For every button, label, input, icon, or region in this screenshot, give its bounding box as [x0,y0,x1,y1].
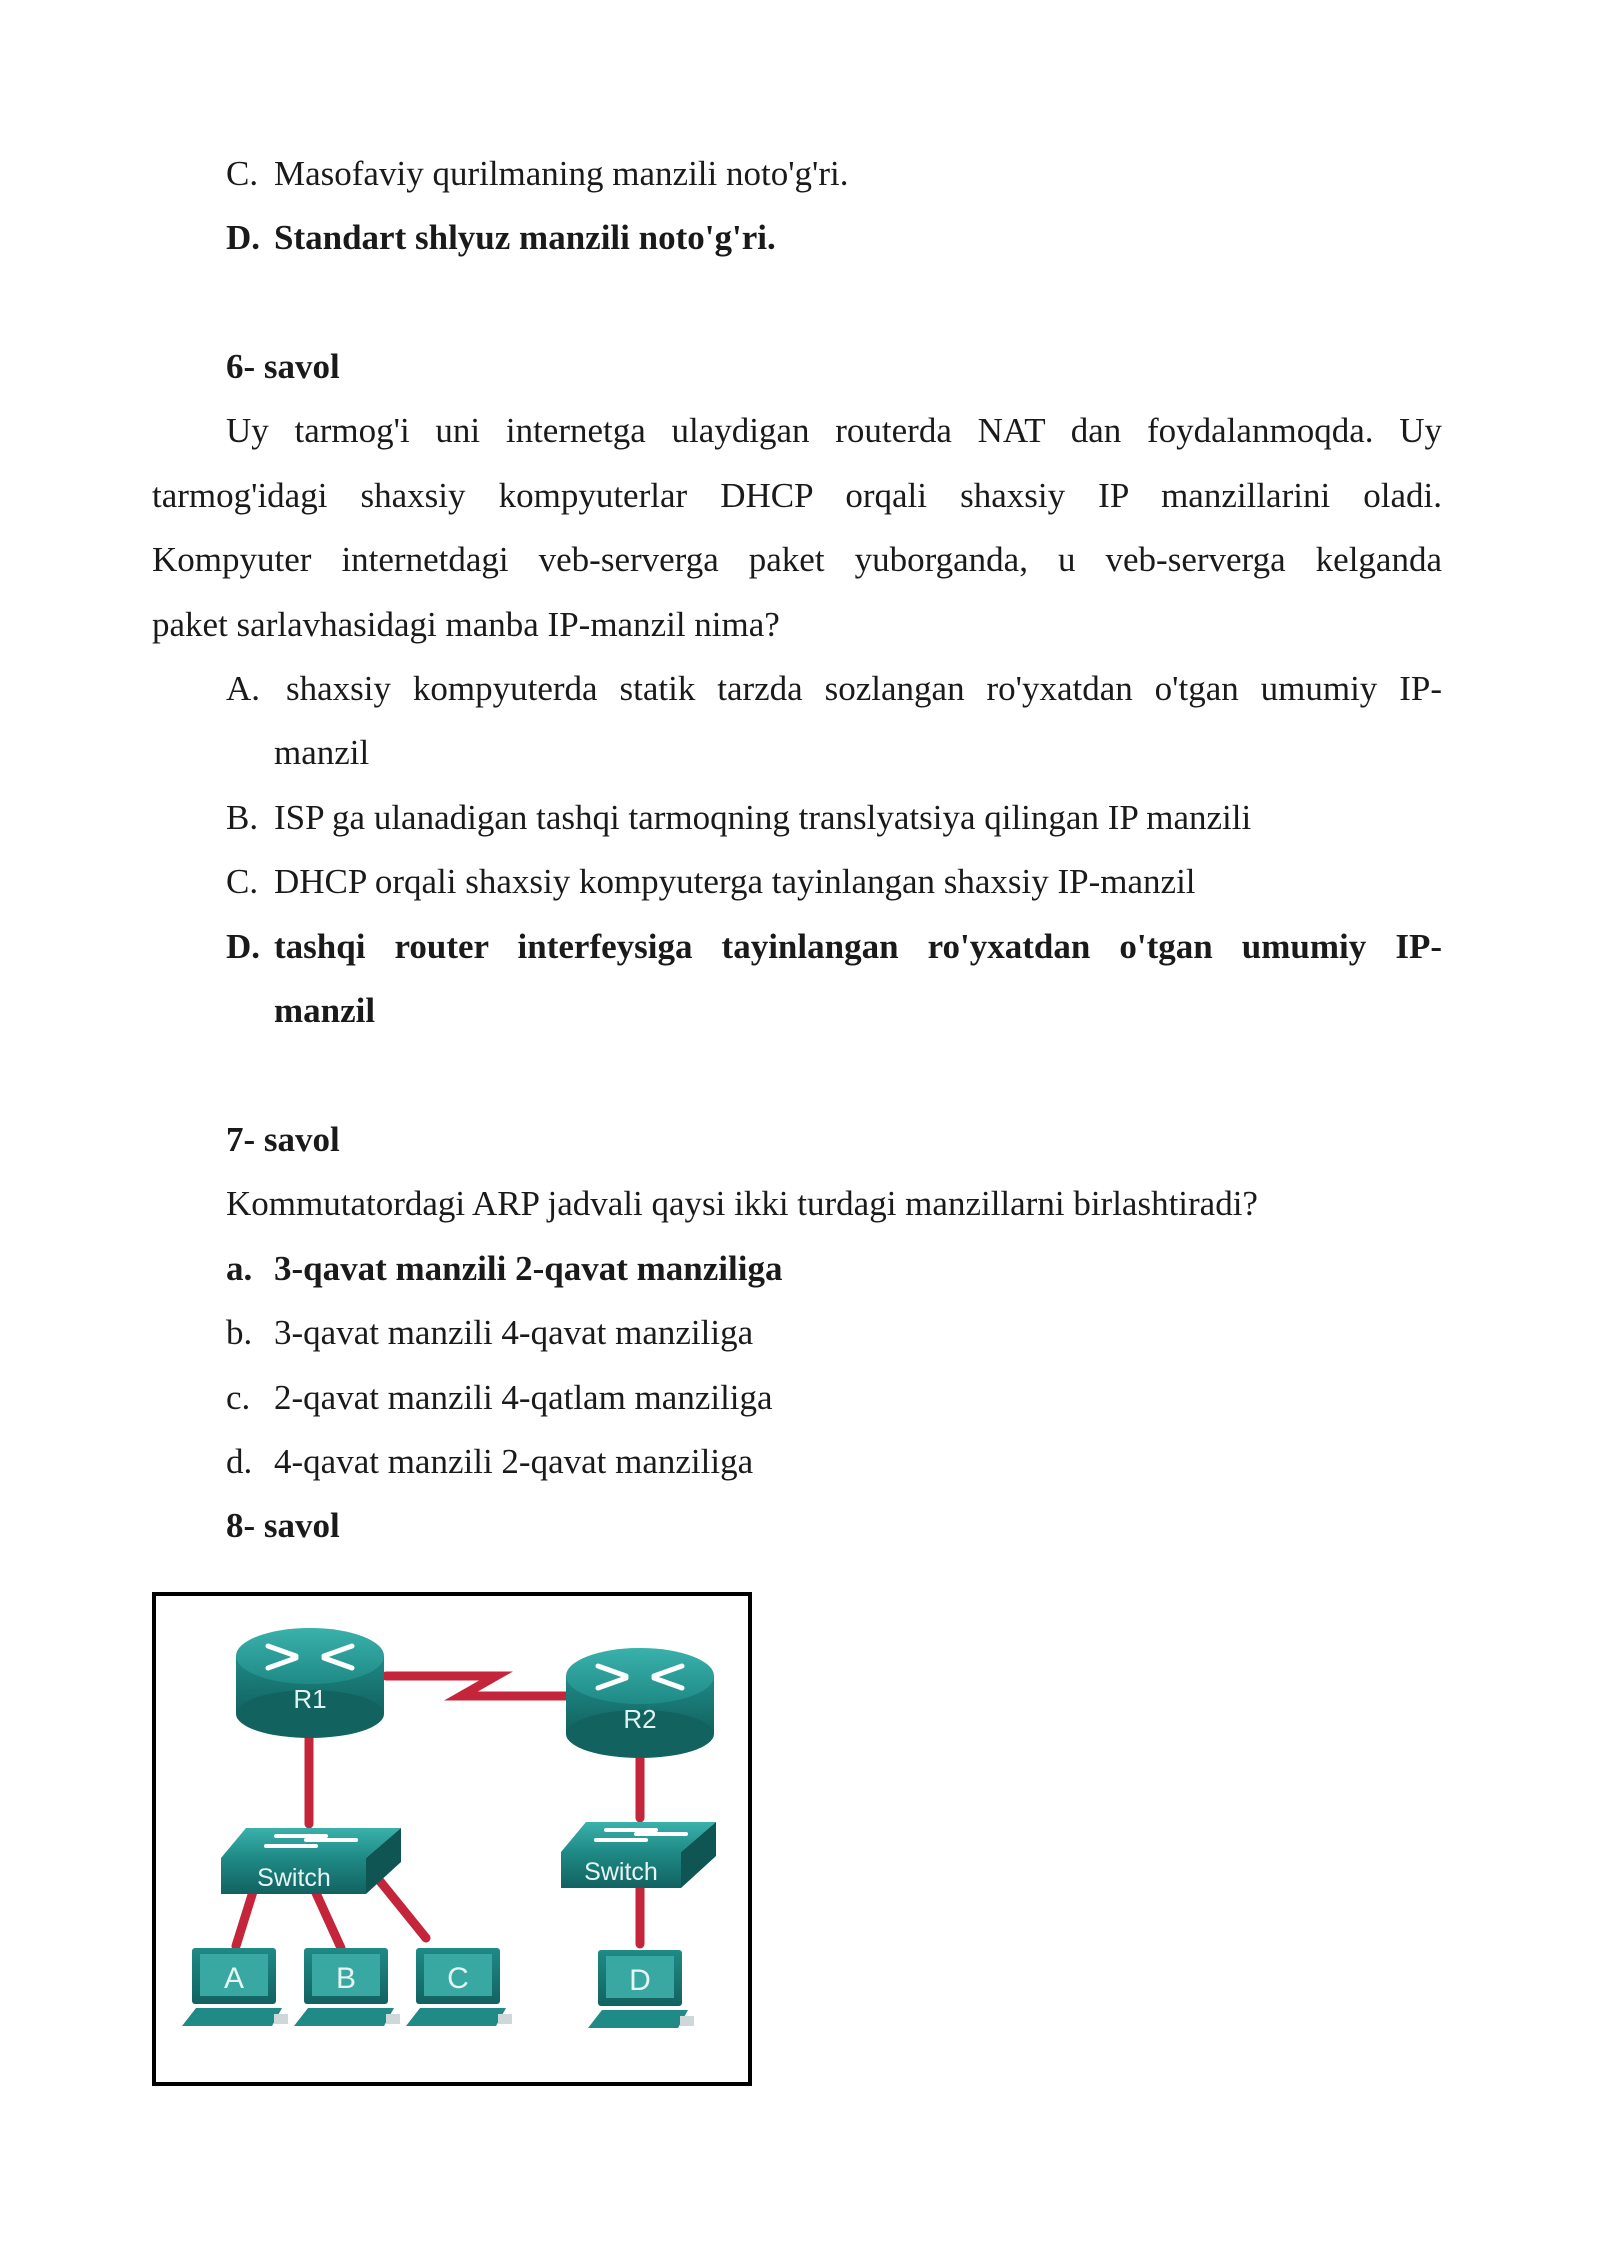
option-text: 4-qavat manzili 2-qavat manziliga [274,1442,754,1481]
host-a [182,1948,288,2026]
option-text: 3-qavat manzili 4-qavat manziliga [274,1313,754,1352]
option-text: 2-qavat manzili 4-qatlam manziliga [274,1378,773,1417]
router-label: R1 [293,1684,327,1714]
option-text: DHCP orqali shaxsiy kompyuterga tayinlangan shaxsiy IP-manzil [274,862,1196,901]
option-letter: D. [226,218,261,257]
switch-2 [561,1822,716,1888]
option-letter: A. [226,669,261,708]
question-6-line-2: tarmog'idagi shaxsiy kompyuterlar DHCP orqali shaxsiy IP manzillarini oladi. [152,476,1442,515]
option-letter: b. [226,1313,253,1352]
serial-link-r1-r2 [386,1676,571,1696]
switch-label: Switch [257,1864,331,1892]
host-d [588,1950,694,2028]
option-letter: B. [226,798,259,837]
question-6-line-1: Uy tarmog'i uni internetga ulaydigan routerda NAT dan foydalanmoqda. Uy [226,411,1442,450]
router-r1 [236,1628,384,1738]
host-label: A [223,1962,245,1995]
switch-1 [221,1828,401,1894]
host-c [406,1948,512,2026]
network-diagram [156,1596,748,2082]
question-8-title: 8- savol [226,1506,340,1545]
host-label: B [335,1962,357,1995]
option-text: ISP ga ulanadigan tashqi tarmoqning translyatsiya qilingan IP manzili [274,798,1252,837]
option-letter: a. [226,1249,253,1288]
question-7-title: 7- savol [226,1120,340,1159]
question-6-line-4: paket sarlavhasidagi manba IP-manzil nima? [152,605,780,644]
option-text: Standart shlyuz manzili noto'g'ri. [274,218,776,257]
option-letter: C. [226,154,259,193]
option-text: tashqi router interfeysiga tayinlangan ro'yxatdan o'tgan umumiy IP- [274,927,1442,966]
router-r2 [566,1648,714,1758]
option-text: 3-qavat manzili 2-qavat manziliga [274,1249,783,1288]
host-label: C [447,1962,469,1995]
option-letter: D. [226,927,261,966]
option-text: Masofaviy qurilmaning manzili noto'g'ri. [274,154,849,193]
option-text: shaxsiy kompyuterda statik tarzda sozlangan ro'yxatdan o'tgan umumiy IP- [286,669,1442,708]
switch-label: Switch [584,1858,658,1886]
option-letter: c. [226,1378,251,1417]
option-letter: d. [226,1442,253,1481]
question-7-text: Kommutatordagi ARP jadvali qaysi ikki turdagi manzillarni birlashtiradi? [226,1184,1258,1223]
router-label: R2 [623,1704,657,1734]
host-b [294,1948,400,2026]
q6-option-d-continuation: manzil [274,991,376,1030]
option-letter: C. [226,862,259,901]
network-topology-figure [152,1592,752,2086]
question-6-title: 6- savol [226,347,340,386]
host-label: D [629,1964,651,1997]
question-6-line-3: Kompyuter internetdagi veb-serverga paket yuborganda, u veb-serverga kelganda [152,540,1442,579]
q6-option-a-continuation: manzil [274,733,370,772]
